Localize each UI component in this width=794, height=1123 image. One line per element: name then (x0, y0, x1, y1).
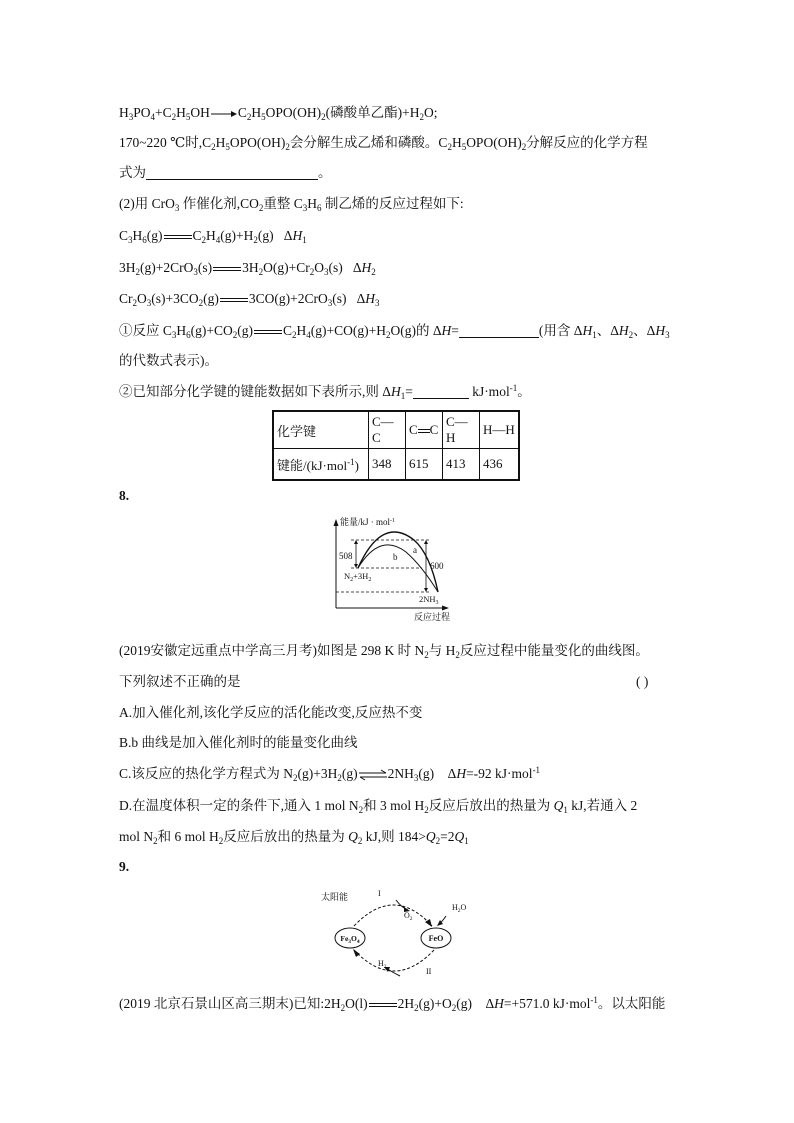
question-1: ①反应 $C_3H_6(g)+CO_2(g)$ $C_2H_4(g)+CO(g)+H_2O(g)$的 ΔH= (用含 $\Delta H_1$、$\Delta H_2$、$\Delta H_3$ (119, 323, 670, 340)
decomposition-text: 170~220 ℃时$,C_2H_5OPO(OH)_2$会分解生成乙烯和磷酸。$C_2H_5OPO(OH)_2$分解反应的化学方程 (119, 135, 648, 152)
arrow-head-icon (353, 949, 360, 957)
table-cell: 413 (443, 449, 480, 481)
label-508: 508 (339, 551, 353, 561)
reaction-3: $Cr_2O_3(s)+3CO_2(g)$ 3CO(g)+2CrO$_3$(s) $\Delta H_3$ (119, 291, 380, 308)
svg-text:H2O: $H_2O$ (452, 903, 467, 914)
bond-energy-table (272, 410, 520, 481)
table-cell: C—C (369, 411, 406, 449)
label-600: 600 (430, 561, 444, 571)
table-cell: C—H (443, 411, 480, 449)
table-cell: 348 (369, 449, 406, 481)
equals-sign-icon (368, 1000, 398, 1010)
table-row (273, 411, 519, 449)
answer-line-equation: 式为 。 (119, 165, 332, 180)
question-number-9: 9. (119, 859, 130, 874)
table-cell: 化学键 (273, 411, 369, 449)
answer-blank[interactable] (146, 165, 318, 180)
option-a[interactable]: A.加入催化剂,该化学反应的活化能改变,反应热不变 (119, 705, 423, 720)
svg-text:FeO: FeO (428, 934, 444, 943)
equals-sign-icon (253, 327, 283, 337)
curve-label-b: b (393, 552, 398, 562)
reversible-arrow-icon (358, 769, 388, 781)
question-2: ②已知部分化学键的键能数据如下表所示,则 $\Delta H_1= kJ\cdot mol^{-1}$。 (119, 383, 531, 401)
option-c[interactable]: C.该反应的热化学方程式为 $N_2(g)+3H_2(g)$ $2NH_3(g)$ ΔH=-92 kJ·mol$^{-1}$ (119, 765, 541, 783)
question-number-8: 8. (119, 488, 130, 503)
products-label: $2NH_3$ (419, 594, 439, 606)
answer-blank-dh[interactable] (459, 323, 539, 338)
question-1-cont: 的代数式表示)。 (119, 353, 218, 368)
curve-label-a: a (413, 545, 417, 555)
y-axis-arrow-icon (334, 519, 339, 526)
svg-text:II: II (426, 967, 432, 976)
svg-text:I: I (378, 889, 381, 898)
table-cell: 键能/(kJ·mol$^{-1}$) (273, 449, 369, 481)
table-cell: C C (406, 411, 443, 449)
question-8-stem: (2019安徽定远重点中学高三月考)如图是 298 K 时 $N_2$与 $H_2$反应过程中能量变化的曲线图。 (119, 643, 649, 660)
answer-parentheses[interactable]: ( ) (636, 674, 649, 689)
equals-sign-icon (219, 295, 249, 305)
table-cell: H—H (480, 411, 520, 449)
reaction-arrow-icon (210, 109, 238, 119)
question-8-prompt: 下列叙述不正确的是 (119, 674, 241, 689)
reactants-label: $N_2+3H_2$ (344, 571, 372, 583)
reaction-2: $3H_2(g)+2CrO_3(s)$ $3H_2O(g)+Cr_2O_3(s)$ $\Delta H_2$ (119, 260, 376, 277)
part2-intro: (2)用 CrO$_3$ 作催化剂$,CO_2$重整 $C_3H_6$ 制乙烯的反应过程如下: (119, 196, 464, 213)
equals-sign-icon (163, 232, 193, 242)
solar-energy-label: 太阳能 (321, 892, 349, 902)
option-d[interactable]: D.在温度体积一定的条件下,通入 1 mol $N_2$和 3 mol $H_2$反应后放出的热量为 $Q_1$ kJ,若通入 2 (119, 798, 638, 815)
table-cell: 615 (406, 449, 443, 481)
svg-text:Fe3O4: $Fe_3O_4$ (340, 934, 360, 945)
answer-blank-dh1[interactable] (413, 384, 469, 399)
equation-phosphate-ester: $H_3PO_4+C_2H_5OH$ $C_2H_5OPO(OH)_2$(磷酸单乙酯)$+H_2O$; (119, 105, 438, 122)
reaction-1: $C_3H_6(g)$ $C_2H_4(g)+H_2(g)$ $\Delta H_1$ (119, 228, 307, 245)
equals-sign-icon (212, 264, 242, 274)
energy-diagram (326, 512, 466, 624)
question-9-stem: (2019 北京石景山区高三期末)已知$:2H_2O(l)$ $2H_2(g)+O_2(g)$ ΔH=+571.0 kJ·mol$^{-1}$。以太阳能 (119, 995, 666, 1013)
option-b[interactable]: B.b 曲线是加入催化剂时的能量变化曲线 (119, 735, 358, 750)
x-axis-arrow-icon (442, 606, 449, 611)
option-d-cont: mol $N_2$和 6 mol $H_2$反应后放出的热量为 $Q_2$ kJ,则 $184>Q_2=2Q_1$ (119, 829, 469, 846)
x-axis-label: 反应过程 (414, 612, 451, 622)
iron-oxide-cycle-diagram (316, 880, 486, 988)
svg-text:H2: $H_2$ (378, 959, 387, 970)
svg-text:O2: $O_2$ (404, 911, 413, 922)
table-row (273, 449, 519, 481)
table-cell: 436 (480, 449, 520, 481)
double-bond-icon (418, 427, 430, 435)
y-axis-label: 能量/kJ · mol$^{-1}$ (340, 517, 396, 527)
